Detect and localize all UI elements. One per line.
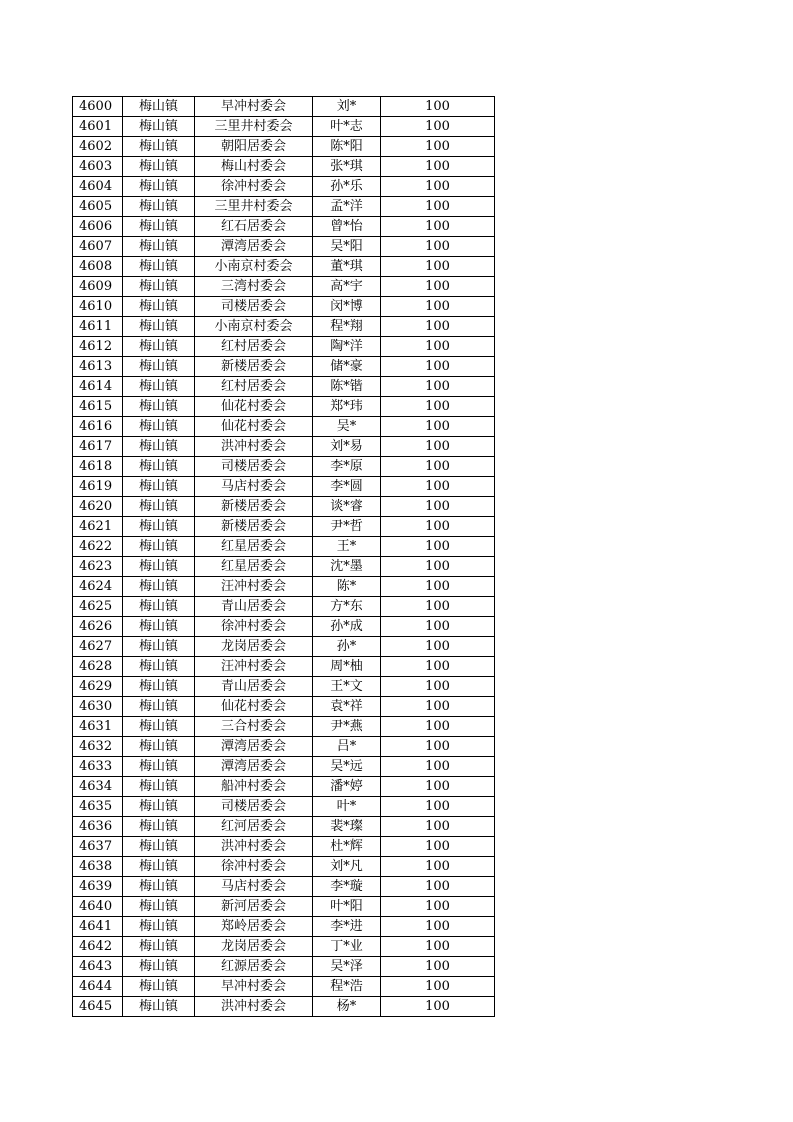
row-number-cell: 4612 xyxy=(73,337,123,357)
town-cell: 梅山镇 xyxy=(123,557,195,577)
amount-cell: 100 xyxy=(381,437,495,457)
name-cell: 袁*祥 xyxy=(313,697,381,717)
town-cell: 梅山镇 xyxy=(123,237,195,257)
row-number-cell: 4641 xyxy=(73,917,123,937)
row-number-cell: 4600 xyxy=(73,97,123,117)
name-cell: 曾*怡 xyxy=(313,217,381,237)
name-cell: 杜*辉 xyxy=(313,837,381,857)
amount-cell: 100 xyxy=(381,137,495,157)
committee-cell: 郑岭居委会 xyxy=(195,917,313,937)
row-number-cell: 4644 xyxy=(73,977,123,997)
town-cell: 梅山镇 xyxy=(123,877,195,897)
name-cell: 尹*燕 xyxy=(313,717,381,737)
table-row xyxy=(73,257,495,277)
name-cell: 程*浩 xyxy=(313,977,381,997)
committee-cell: 红村居委会 xyxy=(195,377,313,397)
amount-cell: 100 xyxy=(381,197,495,217)
row-number-cell: 4601 xyxy=(73,117,123,137)
town-cell: 梅山镇 xyxy=(123,137,195,157)
town-cell: 梅山镇 xyxy=(123,937,195,957)
table-row xyxy=(73,497,495,517)
committee-cell: 新河居委会 xyxy=(195,897,313,917)
name-cell: 张*琪 xyxy=(313,157,381,177)
amount-cell: 100 xyxy=(381,817,495,837)
town-cell: 梅山镇 xyxy=(123,477,195,497)
town-cell: 梅山镇 xyxy=(123,837,195,857)
amount-cell: 100 xyxy=(381,657,495,677)
table-row xyxy=(73,857,495,877)
amount-cell: 100 xyxy=(381,337,495,357)
name-cell: 叶*志 xyxy=(313,117,381,137)
town-cell: 梅山镇 xyxy=(123,597,195,617)
table-row xyxy=(73,717,495,737)
name-cell: 丁*业 xyxy=(313,937,381,957)
town-cell: 梅山镇 xyxy=(123,897,195,917)
amount-cell: 100 xyxy=(381,417,495,437)
amount-cell: 100 xyxy=(381,297,495,317)
amount-cell: 100 xyxy=(381,857,495,877)
amount-cell: 100 xyxy=(381,617,495,637)
table-row xyxy=(73,317,495,337)
row-number-cell: 4628 xyxy=(73,657,123,677)
amount-cell: 100 xyxy=(381,837,495,857)
name-cell: 高*宇 xyxy=(313,277,381,297)
town-cell: 梅山镇 xyxy=(123,217,195,237)
amount-cell: 100 xyxy=(381,557,495,577)
table-row xyxy=(73,837,495,857)
table-row xyxy=(73,237,495,257)
name-cell: 叶*阳 xyxy=(313,897,381,917)
committee-cell: 潭湾居委会 xyxy=(195,757,313,777)
committee-cell: 朝阳居委会 xyxy=(195,137,313,157)
committee-cell: 早冲村委会 xyxy=(195,97,313,117)
row-number-cell: 4638 xyxy=(73,857,123,877)
town-cell: 梅山镇 xyxy=(123,517,195,537)
row-number-cell: 4642 xyxy=(73,937,123,957)
row-number-cell: 4640 xyxy=(73,897,123,917)
name-cell: 吴*远 xyxy=(313,757,381,777)
amount-cell: 100 xyxy=(381,797,495,817)
committee-cell: 马店村委会 xyxy=(195,477,313,497)
amount-cell: 100 xyxy=(381,257,495,277)
row-number-cell: 4636 xyxy=(73,817,123,837)
row-number-cell: 4623 xyxy=(73,557,123,577)
committee-cell: 小南京村委会 xyxy=(195,257,313,277)
committee-cell: 红石居委会 xyxy=(195,217,313,237)
town-cell: 梅山镇 xyxy=(123,777,195,797)
amount-cell: 100 xyxy=(381,517,495,537)
name-cell: 吴*泽 xyxy=(313,957,381,977)
town-cell: 梅山镇 xyxy=(123,377,195,397)
amount-cell: 100 xyxy=(381,97,495,117)
row-number-cell: 4624 xyxy=(73,577,123,597)
table-row xyxy=(73,977,495,997)
town-cell: 梅山镇 xyxy=(123,457,195,477)
committee-cell: 新楼居委会 xyxy=(195,357,313,377)
town-cell: 梅山镇 xyxy=(123,697,195,717)
row-number-cell: 4626 xyxy=(73,617,123,637)
row-number-cell: 4633 xyxy=(73,757,123,777)
committee-cell: 小南京村委会 xyxy=(195,317,313,337)
amount-cell: 100 xyxy=(381,317,495,337)
row-number-cell: 4631 xyxy=(73,717,123,737)
name-cell: 陈*阳 xyxy=(313,137,381,157)
committee-cell: 龙岗居委会 xyxy=(195,937,313,957)
row-number-cell: 4619 xyxy=(73,477,123,497)
amount-cell: 100 xyxy=(381,697,495,717)
amount-cell: 100 xyxy=(381,177,495,197)
town-cell: 梅山镇 xyxy=(123,537,195,557)
row-number-cell: 4621 xyxy=(73,517,123,537)
town-cell: 梅山镇 xyxy=(123,277,195,297)
row-number-cell: 4632 xyxy=(73,737,123,757)
name-cell: 叶* xyxy=(313,797,381,817)
amount-cell: 100 xyxy=(381,637,495,657)
committee-cell: 徐冲村委会 xyxy=(195,177,313,197)
town-cell: 梅山镇 xyxy=(123,817,195,837)
name-cell: 裴*璨 xyxy=(313,817,381,837)
town-cell: 梅山镇 xyxy=(123,257,195,277)
amount-cell: 100 xyxy=(381,677,495,697)
table-row xyxy=(73,217,495,237)
amount-cell: 100 xyxy=(381,217,495,237)
row-number-cell: 4620 xyxy=(73,497,123,517)
name-cell: 尹*哲 xyxy=(313,517,381,537)
table-row xyxy=(73,757,495,777)
name-cell: 方*东 xyxy=(313,597,381,617)
name-cell: 程*翔 xyxy=(313,317,381,337)
table-row xyxy=(73,737,495,757)
town-cell: 梅山镇 xyxy=(123,717,195,737)
amount-cell: 100 xyxy=(381,937,495,957)
row-number-cell: 4627 xyxy=(73,637,123,657)
name-cell: 孙* xyxy=(313,637,381,657)
name-cell: 吴* xyxy=(313,417,381,437)
committee-cell: 红星居委会 xyxy=(195,557,313,577)
row-number-cell: 4616 xyxy=(73,417,123,437)
town-cell: 梅山镇 xyxy=(123,617,195,637)
table-row xyxy=(73,457,495,477)
table-row xyxy=(73,537,495,557)
row-number-cell: 4605 xyxy=(73,197,123,217)
name-cell: 潘*婷 xyxy=(313,777,381,797)
table-row xyxy=(73,117,495,137)
name-cell: 吕* xyxy=(313,737,381,757)
table-row xyxy=(73,137,495,157)
committee-cell: 红星居委会 xyxy=(195,537,313,557)
amount-cell: 100 xyxy=(381,757,495,777)
town-cell: 梅山镇 xyxy=(123,997,195,1017)
committee-cell: 洪冲村委会 xyxy=(195,437,313,457)
amount-cell: 100 xyxy=(381,877,495,897)
town-cell: 梅山镇 xyxy=(123,97,195,117)
row-number-cell: 4635 xyxy=(73,797,123,817)
name-cell: 李*原 xyxy=(313,457,381,477)
committee-cell: 汪冲村委会 xyxy=(195,657,313,677)
town-cell: 梅山镇 xyxy=(123,357,195,377)
town-cell: 梅山镇 xyxy=(123,957,195,977)
town-cell: 梅山镇 xyxy=(123,917,195,937)
table-row xyxy=(73,477,495,497)
name-cell: 李*圆 xyxy=(313,477,381,497)
name-cell: 闵*博 xyxy=(313,297,381,317)
committee-cell: 青山居委会 xyxy=(195,597,313,617)
committee-cell: 司楼居委会 xyxy=(195,797,313,817)
committee-cell: 三里井村委会 xyxy=(195,117,313,137)
committee-cell: 梅山村委会 xyxy=(195,157,313,177)
name-cell: 李*璇 xyxy=(313,877,381,897)
committee-cell: 徐冲村委会 xyxy=(195,857,313,877)
amount-cell: 100 xyxy=(381,277,495,297)
name-cell: 孙*成 xyxy=(313,617,381,637)
town-cell: 梅山镇 xyxy=(123,797,195,817)
table-row xyxy=(73,197,495,217)
row-number-cell: 4603 xyxy=(73,157,123,177)
row-number-cell: 4625 xyxy=(73,597,123,617)
committee-cell: 船冲村委会 xyxy=(195,777,313,797)
committee-cell: 司楼居委会 xyxy=(195,297,313,317)
row-number-cell: 4614 xyxy=(73,377,123,397)
amount-cell: 100 xyxy=(381,537,495,557)
table-row xyxy=(73,297,495,317)
name-cell: 刘*易 xyxy=(313,437,381,457)
town-cell: 梅山镇 xyxy=(123,737,195,757)
committee-cell: 徐冲村委会 xyxy=(195,617,313,637)
amount-cell: 100 xyxy=(381,597,495,617)
table-row xyxy=(73,997,495,1017)
table-row xyxy=(73,417,495,437)
committee-cell: 青山居委会 xyxy=(195,677,313,697)
row-number-cell: 4615 xyxy=(73,397,123,417)
row-number-cell: 4602 xyxy=(73,137,123,157)
town-cell: 梅山镇 xyxy=(123,437,195,457)
table-row xyxy=(73,517,495,537)
table-row xyxy=(73,277,495,297)
committee-cell: 红河居委会 xyxy=(195,817,313,837)
committee-cell: 仙花村委会 xyxy=(195,697,313,717)
committee-cell: 三合村委会 xyxy=(195,717,313,737)
row-number-cell: 4622 xyxy=(73,537,123,557)
row-number-cell: 4618 xyxy=(73,457,123,477)
table-row xyxy=(73,797,495,817)
amount-cell: 100 xyxy=(381,977,495,997)
name-cell: 孟*洋 xyxy=(313,197,381,217)
table-row xyxy=(73,377,495,397)
town-cell: 梅山镇 xyxy=(123,417,195,437)
town-cell: 梅山镇 xyxy=(123,157,195,177)
amount-cell: 100 xyxy=(381,897,495,917)
name-cell: 孙*乐 xyxy=(313,177,381,197)
row-number-cell: 4634 xyxy=(73,777,123,797)
amount-cell: 100 xyxy=(381,237,495,257)
table-row xyxy=(73,157,495,177)
committee-cell: 司楼居委会 xyxy=(195,457,313,477)
row-number-cell: 4629 xyxy=(73,677,123,697)
table-row xyxy=(73,97,495,117)
table-row xyxy=(73,337,495,357)
row-number-cell: 4637 xyxy=(73,837,123,857)
table-row xyxy=(73,357,495,377)
table-row xyxy=(73,597,495,617)
table-row xyxy=(73,877,495,897)
town-cell: 梅山镇 xyxy=(123,117,195,137)
name-cell: 王* xyxy=(313,537,381,557)
committee-cell: 三湾村委会 xyxy=(195,277,313,297)
amount-cell: 100 xyxy=(381,917,495,937)
table-row xyxy=(73,817,495,837)
name-cell: 李*进 xyxy=(313,917,381,937)
name-cell: 谈*睿 xyxy=(313,497,381,517)
amount-cell: 100 xyxy=(381,777,495,797)
row-number-cell: 4608 xyxy=(73,257,123,277)
roster-table xyxy=(72,96,495,1017)
table-row xyxy=(73,777,495,797)
name-cell: 郑*玮 xyxy=(313,397,381,417)
amount-cell: 100 xyxy=(381,957,495,977)
row-number-cell: 4639 xyxy=(73,877,123,897)
committee-cell: 仙花村委会 xyxy=(195,417,313,437)
name-cell: 储*豪 xyxy=(313,357,381,377)
town-cell: 梅山镇 xyxy=(123,397,195,417)
committee-cell: 红源居委会 xyxy=(195,957,313,977)
row-number-cell: 4643 xyxy=(73,957,123,977)
table-row xyxy=(73,897,495,917)
name-cell: 陈*锴 xyxy=(313,377,381,397)
committee-cell: 新楼居委会 xyxy=(195,497,313,517)
committee-cell: 汪冲村委会 xyxy=(195,577,313,597)
name-cell: 陶*洋 xyxy=(313,337,381,357)
town-cell: 梅山镇 xyxy=(123,297,195,317)
town-cell: 梅山镇 xyxy=(123,497,195,517)
name-cell: 杨* xyxy=(313,997,381,1017)
town-cell: 梅山镇 xyxy=(123,337,195,357)
amount-cell: 100 xyxy=(381,577,495,597)
town-cell: 梅山镇 xyxy=(123,637,195,657)
name-cell: 王*文 xyxy=(313,677,381,697)
amount-cell: 100 xyxy=(381,477,495,497)
committee-cell: 仙花村委会 xyxy=(195,397,313,417)
table-row xyxy=(73,557,495,577)
row-number-cell: 4609 xyxy=(73,277,123,297)
town-cell: 梅山镇 xyxy=(123,577,195,597)
name-cell: 董*琪 xyxy=(313,257,381,277)
table-row xyxy=(73,957,495,977)
town-cell: 梅山镇 xyxy=(123,857,195,877)
table-row xyxy=(73,637,495,657)
amount-cell: 100 xyxy=(381,357,495,377)
amount-cell: 100 xyxy=(381,997,495,1017)
roster-table-body xyxy=(73,97,495,1017)
committee-cell: 马店村委会 xyxy=(195,877,313,897)
table-row xyxy=(73,937,495,957)
amount-cell: 100 xyxy=(381,157,495,177)
committee-cell: 潭湾居委会 xyxy=(195,737,313,757)
table-row xyxy=(73,177,495,197)
committee-cell: 洪冲村委会 xyxy=(195,997,313,1017)
table-row xyxy=(73,617,495,637)
amount-cell: 100 xyxy=(381,457,495,477)
table-row xyxy=(73,697,495,717)
table-row xyxy=(73,917,495,937)
row-number-cell: 4606 xyxy=(73,217,123,237)
row-number-cell: 4630 xyxy=(73,697,123,717)
town-cell: 梅山镇 xyxy=(123,317,195,337)
town-cell: 梅山镇 xyxy=(123,177,195,197)
committee-cell: 早冲村委会 xyxy=(195,977,313,997)
table-row xyxy=(73,657,495,677)
row-number-cell: 4617 xyxy=(73,437,123,457)
name-cell: 沈*墨 xyxy=(313,557,381,577)
committee-cell: 洪冲村委会 xyxy=(195,837,313,857)
row-number-cell: 4613 xyxy=(73,357,123,377)
committee-cell: 红村居委会 xyxy=(195,337,313,357)
committee-cell: 三里井村委会 xyxy=(195,197,313,217)
committee-cell: 新楼居委会 xyxy=(195,517,313,537)
committee-cell: 潭湾居委会 xyxy=(195,237,313,257)
table-row xyxy=(73,397,495,417)
table-row xyxy=(73,677,495,697)
town-cell: 梅山镇 xyxy=(123,977,195,997)
name-cell: 刘* xyxy=(313,97,381,117)
name-cell: 吴*阳 xyxy=(313,237,381,257)
amount-cell: 100 xyxy=(381,497,495,517)
row-number-cell: 4607 xyxy=(73,237,123,257)
row-number-cell: 4610 xyxy=(73,297,123,317)
town-cell: 梅山镇 xyxy=(123,757,195,777)
committee-cell: 龙岗居委会 xyxy=(195,637,313,657)
amount-cell: 100 xyxy=(381,377,495,397)
town-cell: 梅山镇 xyxy=(123,657,195,677)
table-row xyxy=(73,437,495,457)
name-cell: 周*柚 xyxy=(313,657,381,677)
name-cell: 刘*凡 xyxy=(313,857,381,877)
amount-cell: 100 xyxy=(381,397,495,417)
table-row xyxy=(73,577,495,597)
amount-cell: 100 xyxy=(381,737,495,757)
amount-cell: 100 xyxy=(381,117,495,137)
amount-cell: 100 xyxy=(381,717,495,737)
row-number-cell: 4604 xyxy=(73,177,123,197)
name-cell: 陈* xyxy=(313,577,381,597)
town-cell: 梅山镇 xyxy=(123,197,195,217)
row-number-cell: 4645 xyxy=(73,997,123,1017)
row-number-cell: 4611 xyxy=(73,317,123,337)
town-cell: 梅山镇 xyxy=(123,677,195,697)
